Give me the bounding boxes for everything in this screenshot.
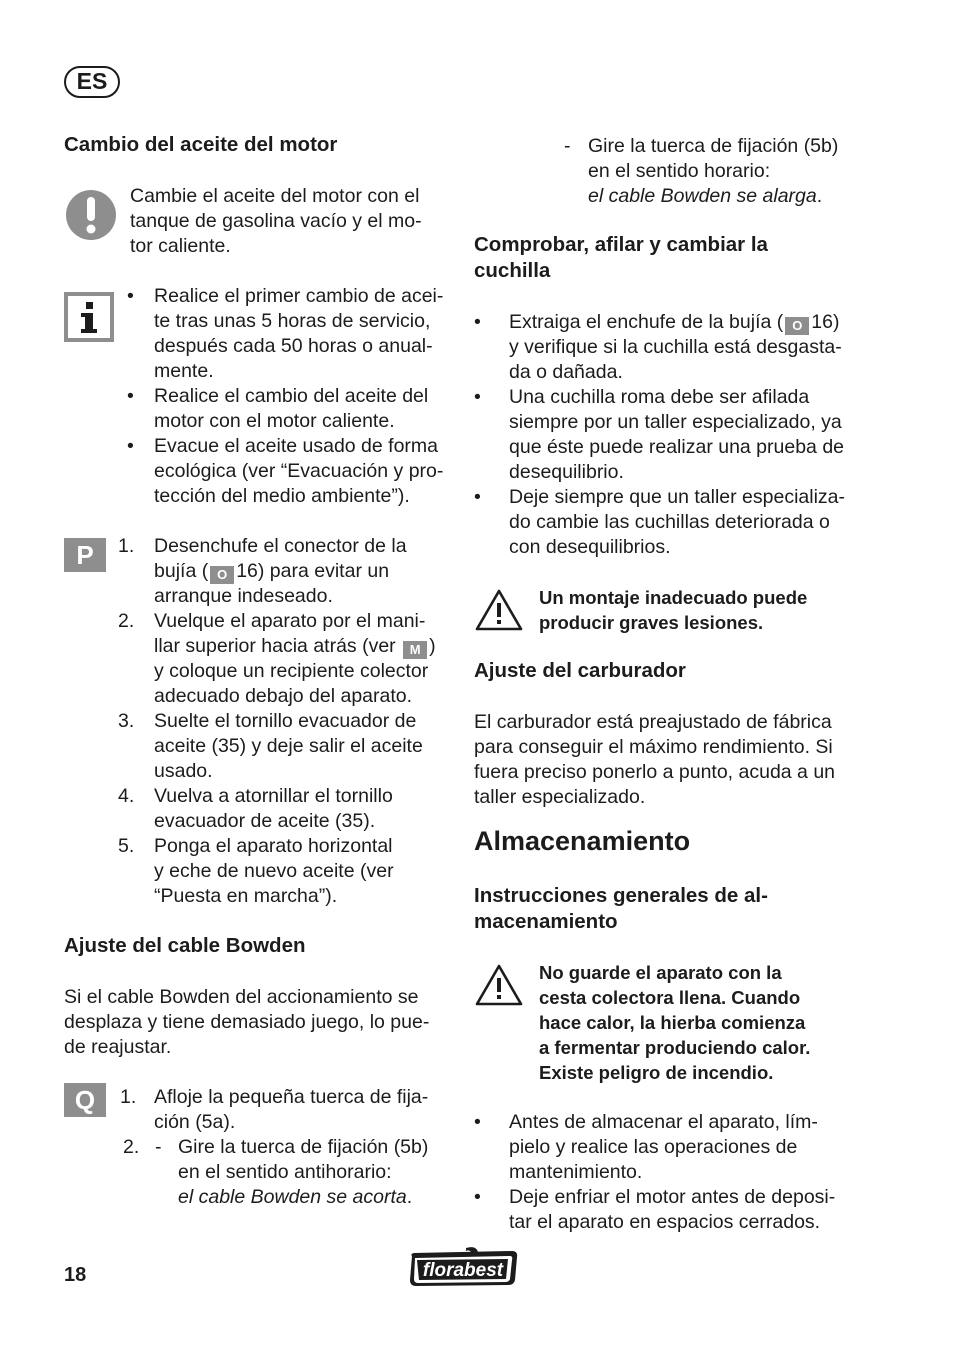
- list-item: • Deje siempre que un taller especializa- do cambie las cuchillas deteriorada o con desequilibrios.: [474, 486, 846, 558]
- tighten-step: - Gire la tuerca de fijación (5b) en el sentido horario: el cable Bowden se alarga.: [564, 135, 839, 207]
- oil-notice: Cambie el aceite del motor con el tanque de gasolina vacío y el mo- tor caliente.: [130, 185, 422, 257]
- figure-ref-q: Q: [64, 1083, 106, 1117]
- list-item: 2. Vuelque el aparato por el mani- llar superior hacia atrás (ver M ) y coloque un recipiente colector adecuado debajo del aparato.: [118, 610, 436, 707]
- list-item: • Deje enfriar el motor antes de deposi- tar el aparato en espacios cerrados.: [474, 1186, 836, 1233]
- oil-change-title: Cambio del aceite del motor: [64, 133, 338, 156]
- list-item: • Antes de almacenar el aparato, lím- pielo y realice las operaciones de mantenimiento.: [474, 1111, 818, 1183]
- exclamation-icon: [64, 188, 118, 247]
- warning-assembly: Un montaje inadecuado puede producir graves lesiones.: [539, 587, 808, 633]
- carburetor-text: El carburador está preajustado de fábrica para conseguir el máximo rendimiento. Si fuera preciso ponerlo a punto, acuda a un taller especializado.: [474, 711, 836, 808]
- list-item: • Una cuchilla roma debe ser afilada siempre por un taller especializado, ya que éste puede realizar una prueba de desequilibrio.: [474, 386, 845, 483]
- list-item: • Realice el cambio del aceite del motor con el motor caliente.: [127, 385, 429, 432]
- list-item: 4. Vuelva a atornillar el tornillo evacuador de aceite (35).: [118, 785, 393, 832]
- bowden-title: Ajuste del cable Bowden: [64, 934, 306, 957]
- warning-fire: No guarde el aparato con la cesta colectora llena. Cuando hace calor, la hierba comienza a fermentar produciendo calor. Existe peligro de incendio.: [539, 962, 811, 1083]
- florabest-logo: [406, 1246, 520, 1293]
- figure-ref-p: P: [64, 538, 106, 572]
- bowden-steps-list: [120, 1085, 460, 1210]
- storage-subtitle: Instrucciones generales de al- macenamiento: [474, 884, 768, 933]
- language-badge: ES: [64, 66, 120, 98]
- figure-ref-m: M: [403, 641, 427, 659]
- list-item: 1. Desenchufe el conector de la bujía ( O 16) para evitar un arranque indeseado.: [118, 535, 407, 607]
- warning-triangle-icon: [474, 588, 524, 637]
- bowden-text: Si el cable Bowden del accionamiento se desplaza y tiene demasiado juego, lo pue- de reajustar.: [64, 986, 430, 1058]
- svg-text:florabest: florabest: [422, 1260, 504, 1281]
- storage-bullet-list: [474, 1110, 864, 1235]
- blade-title: Comprobar, afilar y cambiar la cuchilla: [474, 233, 768, 282]
- figure-ref-o: O: [785, 317, 809, 335]
- blade-bullet-list: [474, 310, 864, 560]
- warning-triangle-icon: [474, 963, 524, 1012]
- carburetor-title: Ajuste del carburador: [474, 659, 686, 682]
- page-number: 18: [64, 1264, 87, 1286]
- list-item: 5. Ponga el aparato horizontal y eche de nuevo aceite (ver “Puesta en marcha”).: [118, 835, 394, 907]
- list-item: • Extraiga el enchufe de la bujía ( O 16) y verifique si la cuchilla está desgasta- da o dañada.: [474, 311, 842, 383]
- oil-steps-list: [118, 534, 458, 909]
- info-bullet-list: [127, 284, 457, 509]
- figure-ref-o: O: [210, 566, 234, 584]
- storage-title: Almacenamiento: [474, 826, 691, 856]
- list-item: 2. - Gire la tuerca de fijación (5b) en el sentido antihorario: el cable Bowden se acorta.: [123, 1136, 429, 1208]
- list-item: 1. Afloje la pequeña tuerca de fija- ción (5a).: [120, 1086, 429, 1133]
- list-item: 3. Suelte el tornillo evacuador de aceite (35) y deje salir el aceite usado.: [118, 710, 423, 782]
- info-icon: [64, 292, 114, 347]
- list-item: • Realice el primer cambio de acei- te tras unas 5 horas de servicio, después cada 50 horas o anual- mente.: [127, 285, 444, 382]
- list-item: • Evacue el aceite usado de forma ecológica (ver “Evacuación y pro- tección del medio ambiente”).: [127, 435, 444, 507]
